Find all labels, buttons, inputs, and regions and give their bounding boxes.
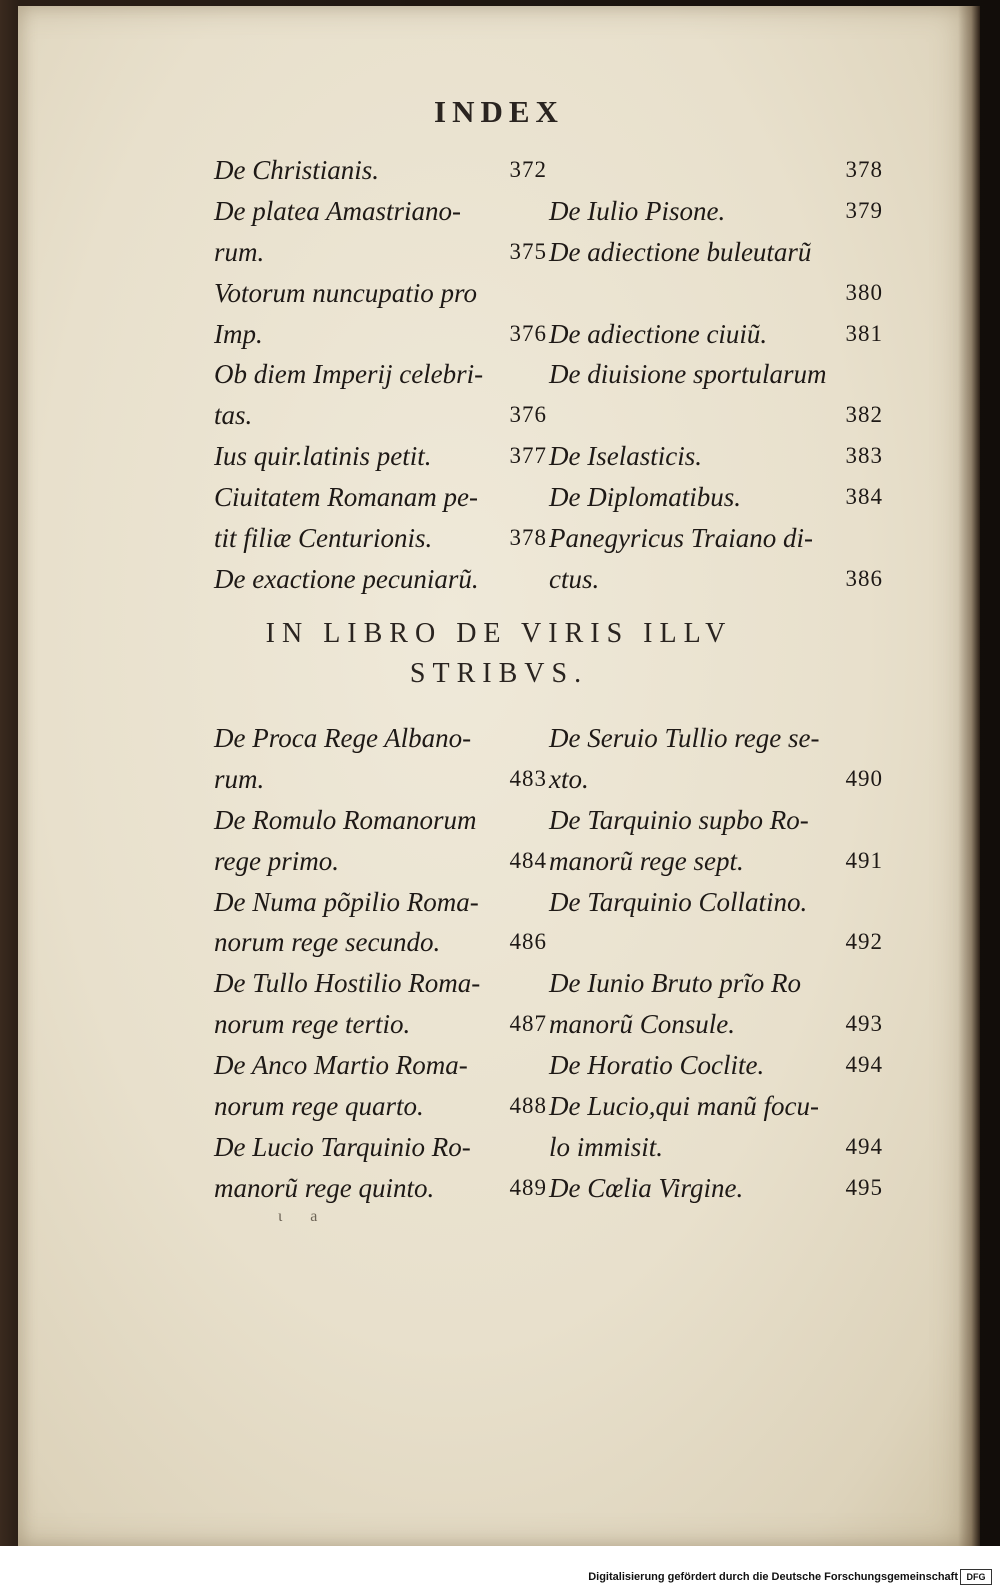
index-entry [214, 800, 547, 841]
digitization-footer [0, 1546, 1000, 1592]
entry-title: De Tullo Hostilio Roma- [214, 968, 481, 999]
entry-title: De Iulio Pisone. [549, 195, 726, 226]
index-entry [549, 150, 883, 191]
index-column-right-2 [549, 718, 883, 1209]
entry-page-number: 483 [509, 765, 547, 791]
entry-title: norum rege quarto. [214, 1091, 424, 1122]
entry-title: De Diplomatibus. [549, 482, 741, 513]
section-title-line-2: STRIBVS. [409, 658, 589, 689]
index-entry [214, 559, 547, 600]
index-entry [214, 1086, 547, 1127]
entry-page-number: 372 [509, 157, 547, 182]
index-entry [549, 191, 883, 232]
index-entry [549, 800, 883, 841]
index-entry [214, 922, 547, 963]
entry-page-number: 381 [845, 320, 883, 346]
index-entry [549, 1168, 883, 1209]
entry-title: rum. [214, 763, 265, 794]
entry-title: De Anco Martio Roma- [214, 1050, 468, 1081]
index-entry [549, 559, 883, 600]
index-entry [214, 436, 547, 477]
entry-page-number: 486 [509, 929, 547, 955]
index-entry [549, 314, 883, 355]
entry-title: manorũ rege sept. [549, 845, 744, 876]
entry-title: rum. [214, 236, 265, 267]
entry-title: De Cœlia Virgine. [549, 1172, 744, 1203]
index-column-left-2 [214, 718, 547, 1209]
entry-page-number: 376 [509, 402, 547, 428]
book-page [18, 6, 980, 1546]
index-entry [214, 759, 547, 800]
entry-page-number: 379 [845, 197, 883, 223]
index-entry [214, 395, 547, 436]
index-entry [549, 354, 883, 395]
index-entry [549, 436, 883, 477]
index-entry [214, 718, 547, 759]
entry-title: De Lucio,qui manũ focu- [549, 1091, 819, 1122]
entry-title: xto. [549, 763, 589, 794]
entry-title: De Romulo Romanorum [214, 804, 477, 835]
entry-title: Panegyricus Traiano di- [549, 523, 813, 554]
entry-title: ctus. [549, 563, 600, 594]
entry-title: norum rege secundo. [214, 927, 441, 958]
entry-title: De Iunio Bruto prĩo Ro [549, 968, 801, 999]
index-entry [549, 1004, 883, 1045]
dfg-logo: DFG [960, 1569, 992, 1585]
entry-page-number: 484 [509, 847, 547, 873]
entry-page-number: 386 [845, 565, 883, 591]
entry-title: De exactione pecuniarũ. [214, 563, 479, 594]
index-entry [214, 1168, 547, 1209]
entry-page-number: 382 [845, 402, 883, 428]
page-edge-shadow [958, 6, 980, 1546]
entry-page-number: 495 [845, 1174, 883, 1200]
entry-title: De Tarquinio supbo Ro- [549, 804, 809, 835]
entry-page-number: 380 [845, 279, 883, 305]
index-entry [549, 518, 883, 559]
index-entry [549, 1045, 883, 1086]
entry-title: manorũ Consule. [549, 1009, 736, 1040]
index-entry [214, 518, 547, 559]
entry-title: De Christianis. [214, 155, 380, 185]
entry-page-number: 377 [509, 443, 547, 469]
index-entry [549, 759, 883, 800]
index-entry [549, 477, 883, 518]
entry-page-number: 384 [845, 484, 883, 510]
index-entry [214, 314, 547, 355]
index-column-left-1 [214, 150, 547, 600]
entry-title: Ob diem Imperij celebri- [214, 359, 484, 390]
entry-title: Imp. [214, 318, 263, 349]
index-entry [214, 150, 547, 191]
entry-title: rege primo. [214, 845, 339, 876]
entry-page-number: 492 [845, 929, 883, 955]
index-entry [214, 1045, 547, 1086]
entry-page-number: 383 [845, 443, 883, 469]
entry-title: Ius quir.latinis petit. [214, 441, 432, 472]
entry-title: Ciuitatem Romanam pe- [214, 482, 478, 513]
entry-title: tas. [214, 400, 253, 431]
index-entry [214, 1004, 547, 1045]
index-entry [549, 395, 883, 436]
entry-title: tit filiæ Centurionis. [214, 523, 433, 554]
index-entry [214, 273, 547, 314]
entry-page-number: 490 [845, 765, 883, 791]
entry-title: De adiectione buleutarũ [549, 236, 812, 267]
page-header: INDEX [434, 94, 564, 129]
entry-title: De Proca Rege Albano- [214, 723, 472, 753]
entry-page-number: 494 [845, 1052, 883, 1078]
entry-title: De Seruio Tullio rege se- [549, 723, 820, 753]
index-entry [549, 1086, 883, 1127]
entry-page-number: 491 [845, 847, 883, 873]
index-entry [214, 191, 547, 232]
index-entry [549, 841, 883, 882]
entry-title: De Horatio Coclite. [549, 1050, 765, 1081]
index-entry [214, 354, 547, 395]
entry-title: De adiectione ciuiũ. [549, 318, 768, 349]
entry-title: De platea Amastriano- [214, 195, 461, 226]
entry-page-number: 376 [509, 320, 547, 346]
entry-page-number: 493 [845, 1011, 883, 1037]
index-entry [549, 232, 883, 273]
entry-title: De Iselasticis. [549, 441, 702, 472]
entry-page-number: 378 [845, 157, 883, 182]
index-entry [549, 718, 883, 759]
entry-title: De diuisione sportularum [549, 359, 827, 390]
index-entry [549, 882, 883, 923]
index-column-right-1 [549, 150, 883, 600]
index-entry [549, 963, 883, 1004]
entry-title: De Lucio Tarquinio Ro- [214, 1131, 471, 1162]
index-entry [549, 273, 883, 314]
index-entry [549, 922, 883, 963]
entry-page-number: 488 [509, 1093, 547, 1119]
footer-credit: Digitalisierung gefördert durch die Deutsche Forschungsgemeinschaft [588, 1571, 958, 1583]
entry-title: manorũ rege quinto. [214, 1172, 435, 1203]
entry-title: De Numa põpilio Roma- [214, 886, 479, 917]
entry-title: norum rege tertio. [214, 1009, 411, 1040]
entry-page-number: 489 [509, 1174, 547, 1200]
index-entry [214, 1127, 547, 1168]
section-title-line-1: IN LIBRO DE VIRIS ILLV [265, 618, 733, 649]
index-entry [214, 232, 547, 273]
index-entry [214, 841, 547, 882]
entry-page-number: 487 [509, 1011, 547, 1037]
index-entry [214, 963, 547, 1004]
index-entry [214, 882, 547, 923]
entry-page-number: 375 [509, 238, 547, 264]
signature-marks: ι a [278, 1208, 330, 1225]
entry-title: De Tarquinio Collatino. [549, 886, 808, 917]
entry-page-number: 494 [845, 1133, 883, 1159]
index-entry [214, 477, 547, 518]
entry-title: Votorum nuncupatio pro [214, 277, 477, 308]
entry-page-number: 378 [509, 525, 547, 551]
entry-title: lo immisit. [549, 1131, 664, 1162]
index-entry [549, 1127, 883, 1168]
